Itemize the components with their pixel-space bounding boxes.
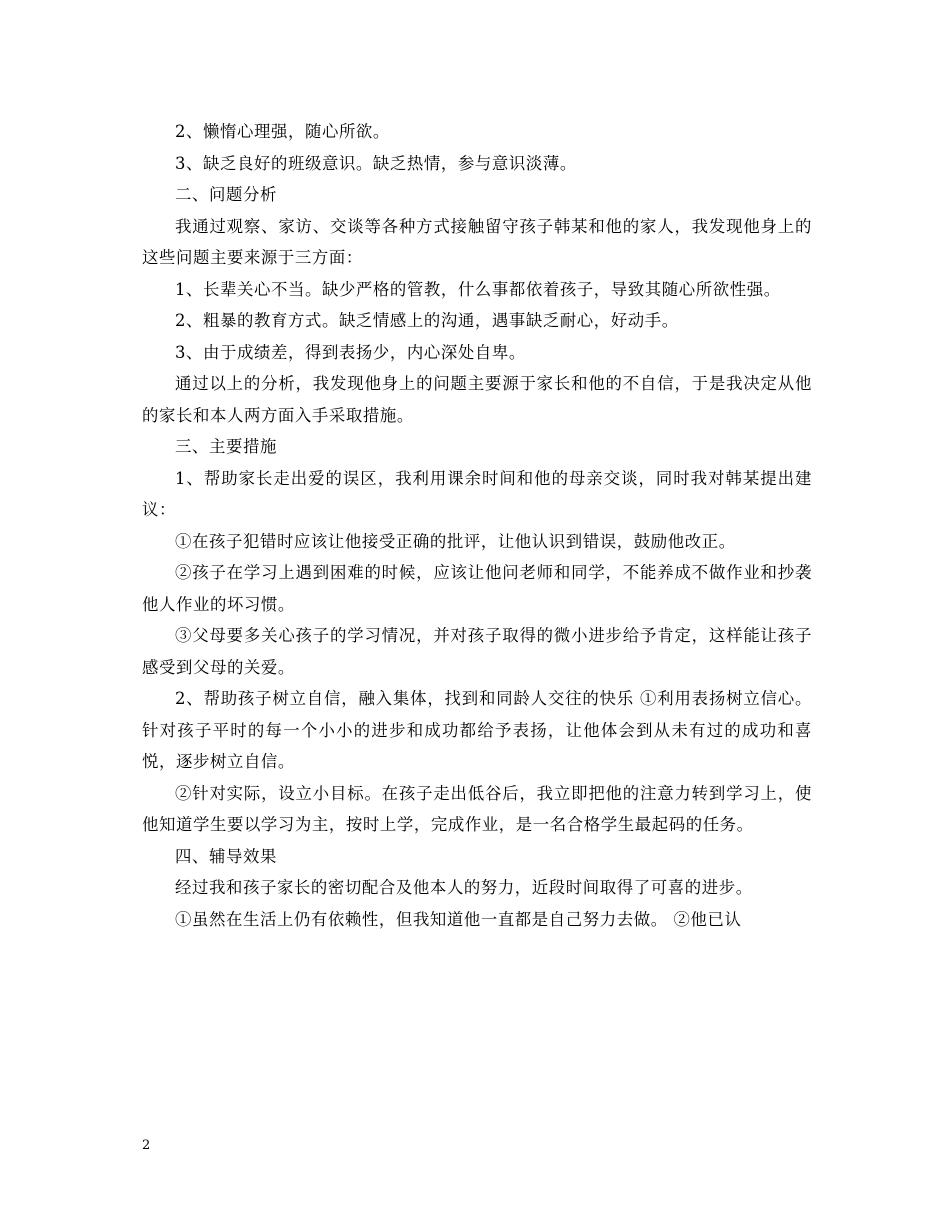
paragraph: 通过以上的分析，我发现他身上的问题主要源于家长和他的不自信，于是我决定从他的家长和本人两方面入手采取措施。 — [142, 374, 812, 425]
section-heading: 四、辅导效果 — [175, 846, 277, 866]
paragraph: 2、帮助孩子树立自信，融入集体，找到和同龄人交往的快乐 ①利用表扬树立信心。针对孩子平时的每一个小小的进步和成功都给予表扬，让他体会到从未有过的成功和喜悦，逐步树立自信。 — [142, 689, 812, 771]
section-heading: 三、主要措施 — [175, 437, 277, 456]
section-heading: 二、问题分析 — [175, 185, 277, 204]
paragraph: 2、粗暴的教育方式。缺乏情感上的沟通，遇事缺乏耐心，好动手。 — [175, 311, 679, 330]
paragraph: ②针对实际，设立小目标。在孩子走出低谷后，我立即把他的注意力转到学习上，使他知道学生要以学习为主，按时上学，完成作业，是一名合格学生最起码的任务。 — [142, 783, 812, 834]
paragraph: ①虽然在生活上仍有依赖性，但我知道他一直都是自己努力去做。 ②他已认 — [175, 909, 742, 929]
paragraph: 1、长辈关心不当。缺少严格的管教，什么事都依着孩子，导致其随心所欲性强。 — [175, 279, 781, 299]
document-body — [142, 116, 812, 935]
paragraph: 3、由于成绩差，得到表扬少，内心深处自卑。 — [175, 342, 526, 362]
paragraph: 3、缺乏良好的班级意识。缺乏热情，参与意识淡薄。 — [175, 153, 577, 173]
paragraph: 1、帮助家长走出爱的误区，我利用课余时间和他的母亲交谈，同时我对韩某提出建议： — [142, 468, 812, 519]
page-number: 2 — [142, 1138, 151, 1153]
paragraph: 经过我和孩子家长的密切配合及他本人的努力，近段时间取得了可喜的进步。 — [175, 878, 753, 897]
paragraph: 2、懒惰心理强，随心所欲。 — [175, 122, 390, 141]
paragraph: ①在孩子犯错时应该让他接受正确的批评，让他认识到错误，鼓励他改正。 — [175, 531, 736, 551]
paragraph: 我通过观察、家访、交谈等各种方式接触留守孩子韩某和他的家人，我发现他身上的这些问题主要来源于三方面： — [142, 216, 812, 267]
paragraph: ③父母要多关心孩子的学习情况，并对孩子取得的微小进步给予肯定，这样能让孩子感受到父母的关爱。 — [142, 626, 812, 677]
paragraph: ②孩子在学习上遇到困难的时候，应该让他问老师和同学，不能养成不做作业和抄袭他人作业的坏习惯。 — [142, 563, 812, 614]
